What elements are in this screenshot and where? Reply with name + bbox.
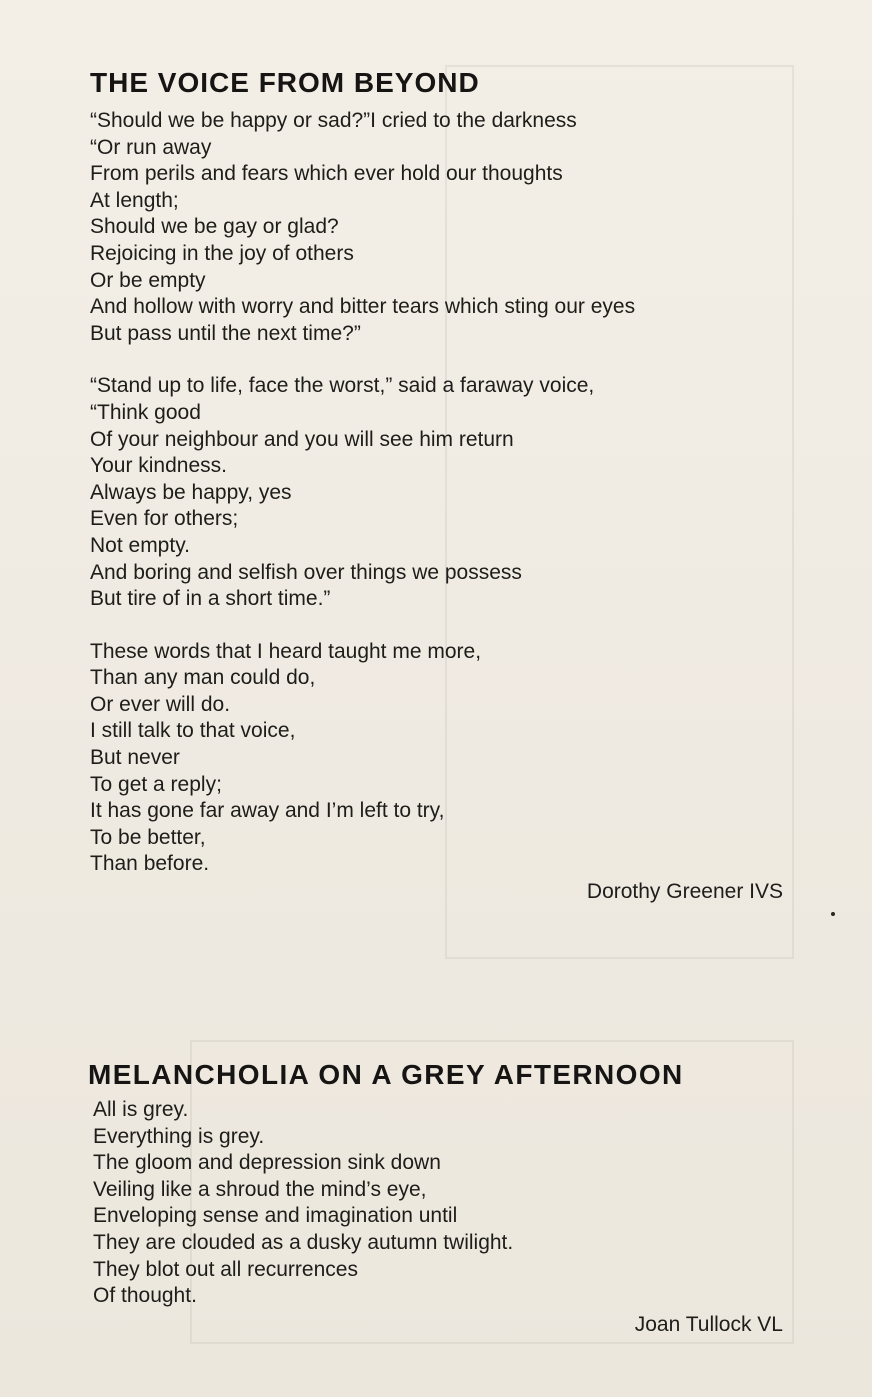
poem-author: Joan Tullock VL [634, 1313, 783, 1336]
poem-line: Everything is grey. [93, 1124, 265, 1148]
poem-line: “Stand up to life, face the worst,” said a faraway voice, [90, 374, 595, 398]
poem-body [93, 1097, 793, 1336]
poem-line: Than any man could do, [90, 666, 316, 690]
poem-title: THE VOICE FROM BEYOND [90, 67, 480, 98]
poem-line: Even for others; [90, 507, 239, 531]
poem-line: Enveloping sense and imagination until [93, 1204, 458, 1228]
poem-line: To be better, [90, 825, 206, 849]
poem-line: Your kindness. [90, 454, 227, 478]
poem-line: And hollow with worry and bitter tears which sting our eyes [90, 295, 636, 319]
poem-line: “Think good [90, 400, 201, 424]
poem-line: All is grey. [93, 1098, 189, 1121]
poem-line: The gloom and depression sink down [93, 1151, 441, 1175]
poem-line: At length; [90, 188, 179, 212]
stanza [93, 1097, 793, 1310]
stanza [90, 639, 790, 878]
poem-line: Rejoicing in the joy of others [90, 241, 354, 265]
poem-author: Dorothy Greener IVS [586, 880, 783, 903]
poem-line: Than before. [90, 852, 210, 876]
poem-line: These words that I heard taught me more, [90, 639, 482, 663]
poem-line: Always be happy, yes [90, 480, 292, 504]
poem-body [90, 108, 790, 904]
poem-title: MELANCHOLIA ON A GREY AFTERNOON [88, 1059, 684, 1090]
poem-line: Or ever will do. [90, 692, 231, 716]
poem-line: It has gone far away and I’m left to try, [90, 799, 445, 823]
poem-line: They blot out all recurrences [93, 1257, 358, 1281]
poem-line: Of your neighbour and you will see him return [90, 427, 514, 451]
poem-line: But tire of in a short time.” [90, 587, 331, 611]
poem-line: But pass until the next time?” [90, 321, 361, 345]
poem-line: Should we be gay or glad? [90, 215, 339, 239]
stanza [90, 373, 790, 612]
poem-line: To get a reply; [90, 772, 222, 796]
poem-line: Of thought. [93, 1284, 197, 1308]
poem-line: Veiling like a shroud the mind’s eye, [93, 1177, 427, 1201]
stanza [90, 108, 790, 347]
poem-line: And boring and selfish over things we possess [90, 560, 522, 584]
poem-line: From perils and fears which ever hold our thoughts [90, 162, 563, 186]
poem-line: “Should we be happy or sad?”I cried to the darkness [90, 109, 577, 132]
poem-line: Or be empty [90, 268, 206, 292]
poem-line: I still talk to that voice, [90, 719, 296, 743]
poem-line: But never [90, 746, 180, 770]
poem-line: “Or run away [90, 135, 212, 159]
ink-speck [831, 912, 835, 916]
poem-line: They are clouded as a dusky autumn twilight. [93, 1230, 514, 1254]
poem-line: Not empty. [90, 533, 190, 557]
